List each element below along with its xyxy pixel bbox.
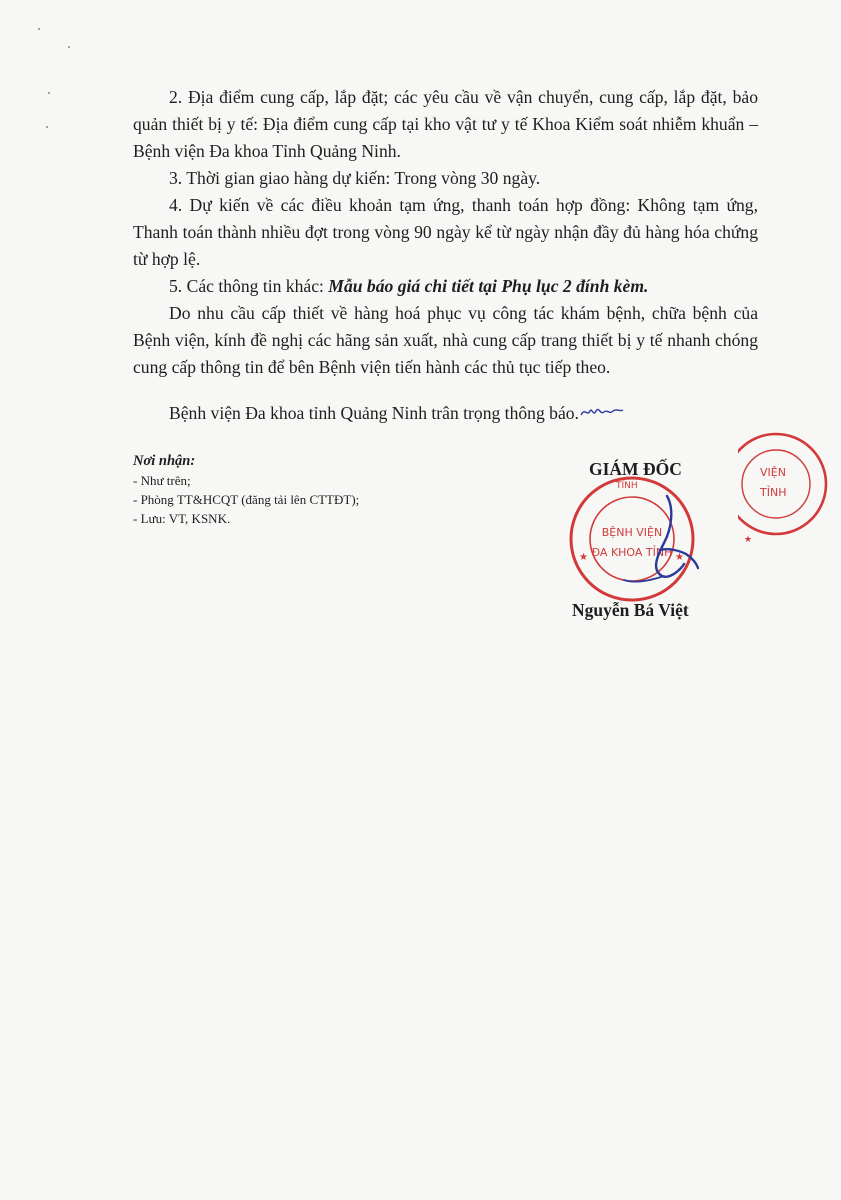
handwritten-signature xyxy=(612,488,702,598)
recipient-item: - Phòng TT&HCQT (đăng tải lên CTTĐT); xyxy=(133,492,360,507)
recipient-item: - Lưu: VT, KSNK. xyxy=(133,511,231,526)
paragraph-other-info xyxy=(133,273,758,300)
star-icon: ★ xyxy=(744,535,753,545)
signatory-title: GIÁM ĐỐC xyxy=(589,459,682,479)
other-info-value: Mẫu báo giá chi tiết tại Phụ lục 2 đính kèm. xyxy=(328,276,649,296)
paragraph-payment-terms: 4. Dự kiến về các điều khoản tạm ứng, thanh toán hợp đồng: Không tạm ứng, Thanh toán thành nhiều đợt trong vòng 90 ngày kể từ ngày nhận đầy đủ hàng hóa chứng từ hợp lệ. xyxy=(133,195,758,269)
scan-speck xyxy=(38,28,40,30)
svg-text:TỈNH: TỈNH xyxy=(760,486,787,499)
scan-speck xyxy=(68,46,70,48)
paragraph-closing xyxy=(133,400,758,427)
scan-speck xyxy=(46,126,48,128)
recipients-heading: Nơi nhận: xyxy=(133,453,196,469)
recipients-block xyxy=(133,452,359,528)
star-icon: ★ xyxy=(579,552,588,563)
initials-mark xyxy=(579,403,625,421)
seal-ring-text: TỈNH xyxy=(616,481,638,491)
partial-seal xyxy=(738,420,828,550)
paragraph-delivery-time: 3. Thời gian giao hàng dự kiến: Trong vòng 30 ngày. xyxy=(169,168,541,188)
seal-center-line1: BỆNH VIỆN xyxy=(601,526,663,539)
paragraph-request: Do nhu cầu cấp thiết về hàng hoá phục vụ công tác khám bệnh, chữa bệnh của Bệnh viện, kính đề nghị các hãng sản xuất, nhà cung cấp trang thiết bị y tế nhanh chóng cung cấp thông tin để bên Bệnh viện tiến hành các thủ tục tiếp theo. xyxy=(133,303,758,377)
closing-text: Bệnh viện Đa khoa tỉnh Quảng Ninh trân trọng thông báo. xyxy=(169,403,579,423)
paragraph-delivery-location: 2. Địa điểm cung cấp, lắp đặt; các yêu cầu về vận chuyển, cung cấp, lắp đặt, bảo quản thiết bị y tế: Địa điểm cung cấp tại kho vật tư y tế Khoa Kiểm soát nhiễm khuẩn – Bệnh viện Đa khoa Tỉnh Quảng Ninh. xyxy=(133,87,758,161)
recipient-item: - Như trên; xyxy=(133,473,191,488)
signatory-name: Nguyễn Bá Việt xyxy=(572,600,689,620)
seal-center-line2: ĐA KHOA TỈNH xyxy=(591,546,673,559)
scan-speck xyxy=(48,92,50,94)
svg-text:VIỆN: VIỆN xyxy=(760,466,786,479)
other-info-label: 5. Các thông tin khác: xyxy=(169,276,329,296)
star-icon: ★ xyxy=(675,552,684,563)
